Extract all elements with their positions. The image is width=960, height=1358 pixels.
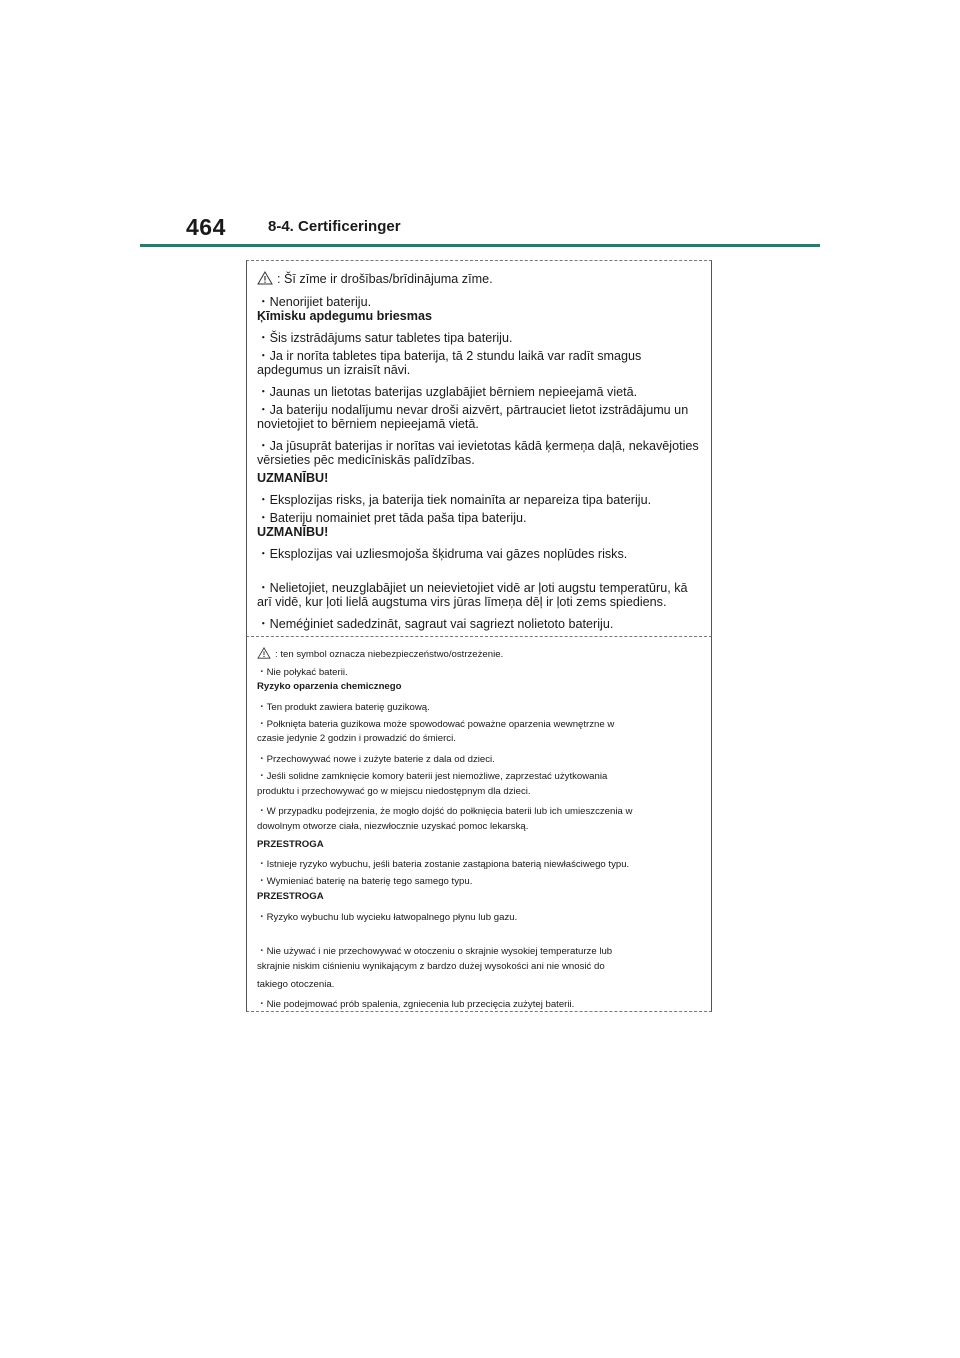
text-line: ・Nenorijiet bateriju.	[257, 295, 372, 309]
text-line: ・Šis izstrādājums satur tabletes tipa bateriju.	[257, 331, 513, 345]
warning-symbol-text: : ten symbol oznacza niebezpieczeństwo/ostrzeżenie.	[275, 649, 504, 660]
caution-heading: UZMANĪBU!	[257, 471, 329, 485]
text-line: ・Połknięta bateria guzikowa może spowodować poważne oparzenia wewnętrzne w	[257, 719, 615, 730]
text-line: dowolnym otworze ciała, niezwłocznie uzyskać pomoc lekarską.	[257, 821, 529, 832]
warning-triangle-icon	[257, 271, 273, 285]
caution-heading: UZMANĪBU!	[257, 525, 329, 539]
text-line: skrajnie niskim ciśnieniu wynikającym z bardzo dużej wysokości ani nie wnosić do	[257, 961, 605, 972]
text-line: ・Nie używać i nie przechowywać w otoczeniu o skrajnie wysokiej temperaturze lub	[257, 946, 613, 957]
text-line: ・Ja jūsuprāt baterijas ir norītas vai ievietotas kādā ķermeņa daļā, nekavējoties	[257, 439, 699, 453]
text-line: ・Jeśli solidne zamknięcie komory baterii jest niemożliwe, zaprzestać użytkowania	[257, 771, 608, 782]
text-line: czasie jedynie 2 godzin i prowadzić do śmierci.	[257, 733, 456, 744]
warning-triangle-icon	[257, 647, 271, 659]
warning-symbol-text: : Šī zīme ir drošības/brīdinājuma zīme.	[277, 272, 493, 286]
text-line: ・Eksplozijas risks, ja baterija tiek nomainīta ar nepareiza tipa bateriju.	[257, 493, 652, 507]
section-title: 8-4. Certificeringer	[268, 218, 401, 235]
text-line: ・Ja ir norīta tabletes tipa baterija, tā 2 stundu laikā var radīt smagus	[257, 349, 642, 363]
text-line: arī vidē, kur ļoti lielā augstuma virs jūras līmeņa dēļ ir ļoti zems spiediens.	[257, 595, 667, 609]
text-line: ・Przechowywać nowe i zużyte baterie z dala od dzieci.	[257, 754, 495, 765]
text-line: ・W przypadku podejrzenia, że mogło dojść do połknięcia baterii lub ich umieszczenia w	[257, 806, 633, 817]
warning-symbol-line	[257, 647, 503, 660]
text-line: ・Bateriju nomainiet pret tāda paša tipa bateriju.	[257, 511, 527, 525]
section-heading: Ryzyko oparzenia chemicznego	[257, 681, 402, 692]
header-rule	[140, 244, 820, 247]
text-line: vērsieties pēc medicīniskās palīdzības.	[257, 453, 475, 467]
text-line: ・Nie podejmować prób spalenia, zgniecenia lub przecięcia zużytej baterii.	[257, 999, 575, 1010]
text-line: ・Ja bateriju nodalījumu nevar droši aizvērt, pārtrauciet lietot izstrādājumu un	[257, 403, 689, 417]
polish-warning-box	[246, 636, 712, 1012]
caution-heading: PRZESTROGA	[257, 839, 324, 850]
caution-heading: PRZESTROGA	[257, 891, 324, 902]
text-line: ・Istnieje ryzyko wybuchu, jeśli bateria zostanie zastąpiona baterią niewłaściwego typu.	[257, 859, 630, 870]
warning-symbol-line	[257, 271, 493, 286]
text-line: novietojiet to bērniem nepieejamā vietā.	[257, 417, 479, 431]
text-line: ・Eksplozijas vai uzliesmojoša šķidruma vai gāzes noplūdes risks.	[257, 547, 628, 561]
text-line: ・Neméģiniet sadedzināt, sagraut vai sagriezt nolietoto bateriju.	[257, 617, 614, 631]
text-line: apdegumus un izraisīt nāvi.	[257, 363, 411, 377]
text-line: ・Ten produkt zawiera baterię guzikową.	[257, 702, 430, 713]
text-line: ・Nie połykać baterii.	[257, 667, 348, 678]
text-line: produktu i przechowywać go w miejscu niedostępnym dla dzieci.	[257, 786, 531, 797]
text-line: takiego otoczenia.	[257, 979, 335, 990]
text-line: ・Jaunas un lietotas baterijas uzglabājiet bērniem nepieejamā vietā.	[257, 385, 638, 399]
text-line: ・Nelietojiet, neuzglabājiet un neievietojiet vidē ar ļoti augstu temperatūru, kā	[257, 581, 688, 595]
text-line: ・Ryzyko wybuchu lub wycieku łatwopalnego płynu lub gazu.	[257, 912, 518, 923]
section-heading: Ķīmisku apdegumu briesmas	[257, 309, 432, 323]
page-header	[140, 214, 820, 248]
text-line: ・Wymieniać baterię na baterię tego samego typu.	[257, 876, 473, 887]
page-number: 464	[186, 214, 226, 240]
latvian-warning-box	[246, 260, 712, 636]
